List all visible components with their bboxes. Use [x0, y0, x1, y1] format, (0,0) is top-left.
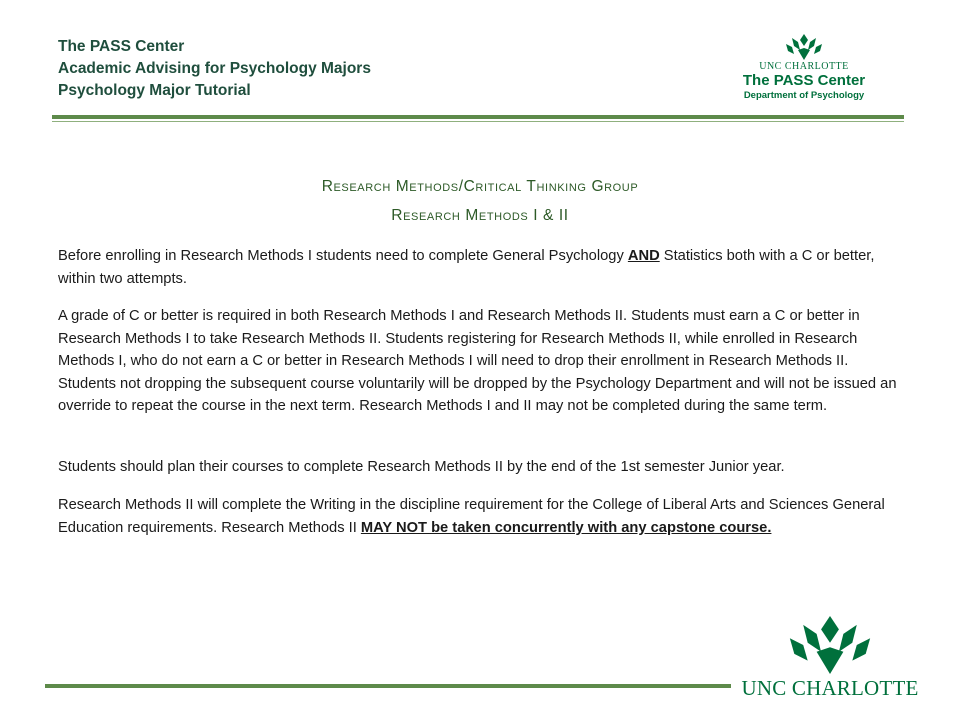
course-title: Research Methods I & II: [391, 207, 569, 224]
paragraph-planning: [58, 456, 906, 479]
unc-charlotte-logo: [735, 616, 925, 706]
header-block: [58, 36, 371, 102]
header-divider: [52, 115, 904, 119]
p1-emphasis-and: AND: [627, 248, 660, 264]
crown-leaf-logo-icon: [780, 616, 880, 674]
logo-center-name: The PASS Center: [742, 72, 866, 89]
footer-divider: [45, 684, 731, 688]
section-title: Research Methods/Critical Thinking Group: [321, 178, 639, 195]
logo-university-name: UNC CHARLOTTE: [759, 61, 849, 72]
header-line-tutorial: Psychology Major Tutorial: [58, 82, 251, 99]
p1-text-b: Statistics both with a C or better, within two attempts.: [58, 248, 875, 287]
logo-department-name: Department of Psychology: [743, 90, 865, 101]
crown-leaf-logo-icon: [784, 34, 824, 60]
p1-text-a: Before enrolling in Research Methods I students need to complete General Psychology: [58, 248, 628, 264]
p4-text-a: Research Methods II will complete the Writing in the discipline requirement for the College of Liberal Arts and Sciences General Education requirements. Research Methods II: [58, 497, 885, 536]
header-line-advising: Academic Advising for Psychology Majors: [58, 60, 371, 77]
paragraph-prerequisites: [58, 245, 906, 290]
paragraph-writing-requirement: [58, 494, 906, 539]
paragraph-grade-requirement: [58, 305, 906, 418]
logo-university-name-large: UNC CHARLOTTE: [741, 676, 919, 700]
header-divider-thin: [52, 121, 904, 122]
header-line-center: The PASS Center: [58, 38, 185, 55]
pass-center-logo: [734, 34, 874, 108]
p2-text: A grade of C or better is required in both Research Methods I and Research Methods II. Students must earn a C or better in Research Methods I to take Research Methods II. Students registering for Research Methods II, while enrolled in Research Methods I, who do not earn a C or better in Research Methods I will need to drop their enrollment in Research Methods II. Students not dropping the subsequent course voluntarily will be dropped by the Psychology Department and will not be issued an override to repeat the course in the next term. Research Methods I and II may not be completed during the same term.: [58, 308, 897, 415]
p3-text: Students should plan their courses to complete Research Methods II by the end of the 1st semester Junior year.: [58, 459, 785, 475]
p4-emphasis-capstone: MAY NOT be taken concurrently with any capstone course.: [360, 519, 772, 536]
